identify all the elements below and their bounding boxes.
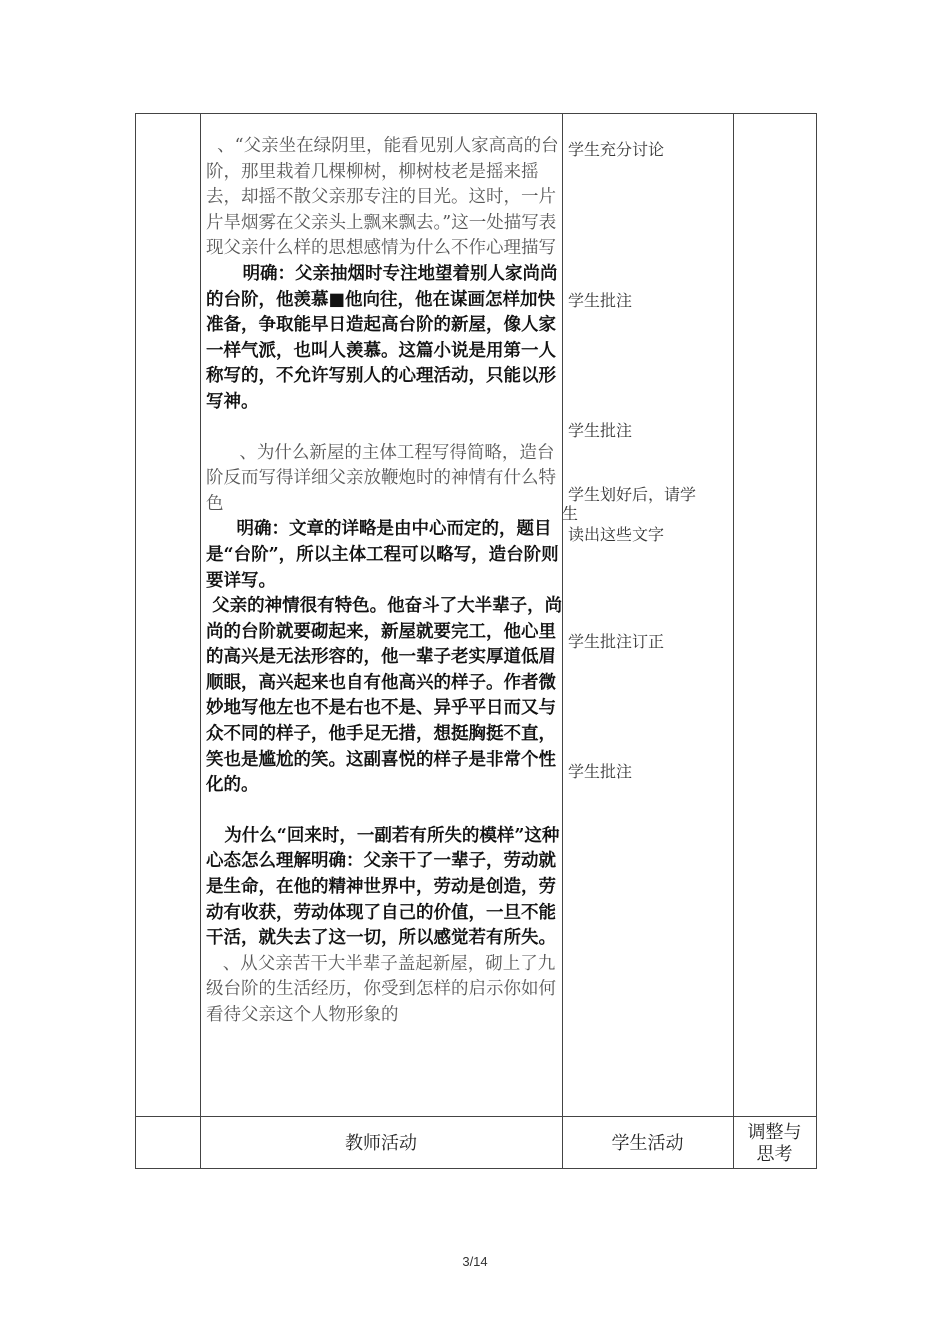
header-reflection-line2: 思考 xyxy=(756,1144,793,1165)
question-3: 为什么“回来时，一副若有所失的模样”这种心态怎么理解明确：父亲干了一辈子，劳动就是生命，在他的精神世界中，劳动是创造，劳动有收获，劳动体现了自己的价值，一旦不能干活，就失去了这一切，所以感觉若有所失。 xyxy=(206,825,560,949)
student-note-2: 学生批注 xyxy=(568,291,633,310)
column-divider xyxy=(200,114,201,1168)
student-note-4-line1: 学生划好后，请学 xyxy=(568,485,697,504)
teacher-activity-cell xyxy=(206,134,566,1029)
answer-2: 明确：文章的详略是由中心而定的，题目是“台阶”，所以主体工程可以略写，造台阶则要详写。 xyxy=(206,519,559,591)
question-4: 、从父亲苦干大半辈子盖起新屋，砌上了九级台阶的生活经历，你受到怎样的启示你如何看待父亲这个人物形象的 xyxy=(206,953,556,1025)
page-number: 3/14 xyxy=(462,1254,488,1269)
student-note-6: 学生批注 xyxy=(568,762,633,781)
student-note-4-line2: 生 xyxy=(562,504,579,523)
question-1: 、“父亲坐在绿阴里，能看见别人家高高的台阶，那里栽着几棵柳树，柳树枝老是摇来摇去，却摇不散父亲那专注的目光。这时，一片片旱烟雾在父亲头上飘来飘去。”这一处描写表现父亲什么样的思想感情为什么不作心理描写 xyxy=(206,136,559,259)
lesson-table xyxy=(135,113,817,1169)
header-reflection-line1: 调整与 xyxy=(747,1122,802,1143)
student-note-3: 学生批注 xyxy=(568,421,633,440)
student-note-5: 学生批注订正 xyxy=(568,632,665,651)
student-note-4-line3: 读出这些文字 xyxy=(568,525,665,544)
header-teacher-activity: 教师活动 xyxy=(345,1133,417,1154)
question-2: 、为什么新屋的主体工程写得简略，造台阶反而写得详细父亲放鞭炮时的神情有什么特色 xyxy=(206,442,556,514)
header-student-activity: 学生活动 xyxy=(611,1133,684,1154)
answer-1: 明确：父亲抽烟时专注地望着别人家尚尚的台阶，他羡慕■他向往，他在谋画怎样加快准备，争取能早日造起高台阶的新屋，像人家一样气派，也叫人羡慕。这篇小说是用第一人称写的，不允许写别人的心理活动，只能以形写神。 xyxy=(206,263,558,412)
student-note-1: 学生充分讨论 xyxy=(568,140,665,159)
row-divider xyxy=(136,1116,816,1117)
answer-3: 父亲的神情很有特色。他奋斗了大半辈子，尚尚的台阶就要砌起来，新屋就要完工，他心里的高兴是无法形容的，他一辈子老实厚道低眉顺眼，高兴起来也自有他高兴的样子。作者微妙地写他左也不是右也不是、异乎平日而又与众不同的样子，他手足无措，想挺胸挺不直，笑也是尴尬的笑。这副喜悦的样子是非常个性化的。 xyxy=(206,596,563,796)
header-reflection xyxy=(733,1118,816,1170)
